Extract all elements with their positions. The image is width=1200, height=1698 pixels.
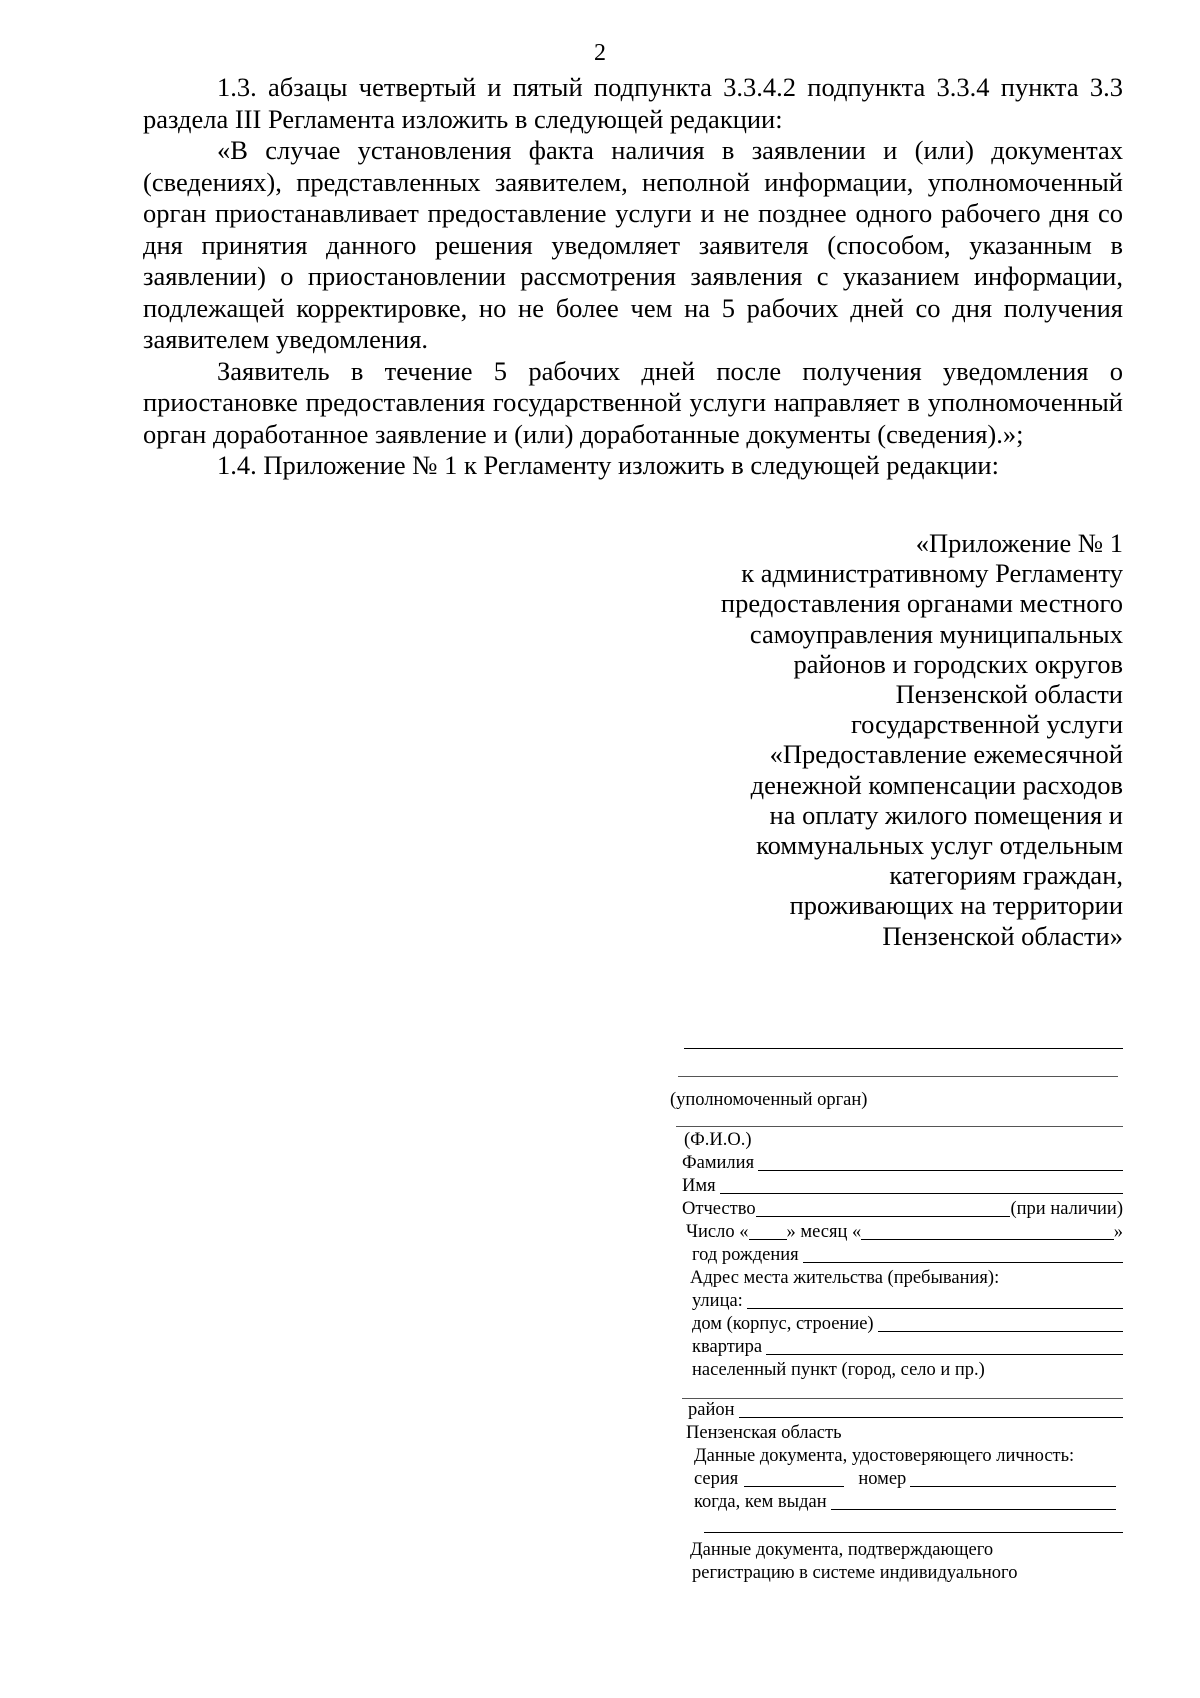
locality-label: населенный пункт (город, село и пр.): [692, 1360, 985, 1380]
house-label: дом (корпус, строение): [692, 1314, 874, 1334]
annex-line: «Приложение № 1: [915, 528, 1123, 558]
apartment-field[interactable]: [766, 1354, 1123, 1355]
reg-doc-line-2: регистрацию в системе индивидуального: [692, 1563, 1018, 1583]
annex-line: на оплату жилого помещения и: [769, 799, 1123, 830]
birth-year-label: год рождения: [692, 1245, 799, 1265]
annex-line: коммунальных услуг отдельным: [756, 830, 1123, 861]
annex-line: самоуправления муниципальных: [749, 618, 1123, 649]
street-label: улица:: [692, 1291, 743, 1311]
annex-line: денежной компенсации расходов: [750, 769, 1123, 800]
patronymic-label: Отчество: [682, 1199, 756, 1219]
series-field[interactable]: [744, 1486, 844, 1487]
day-label: Число «: [686, 1222, 749, 1242]
patronymic-field[interactable]: [756, 1216, 1011, 1217]
number-label: номер: [858, 1469, 907, 1489]
paragraph-quote: «В случае установления факта наличия в заявлении и (или) документах (сведениях), представленных заявителем, неполной информации, уполномоченный орган приостанавливает предоставление услуги и не позднее одного рабочего дня со дня принятия данного решения уведомляет заявителя (способом, указанным в заявлении) о приостановлении рассмотрения заявления с указанием информации, подлежащей корректировке, но не более чем на 5 рабочих дней со дня получения заявителем уведомления.: [143, 135, 1123, 354]
name-label: Имя: [682, 1176, 716, 1196]
annex-line: Пензенской области: [895, 679, 1123, 710]
fio-caption: (Ф.И.О.): [684, 1130, 752, 1150]
series-label: серия: [694, 1469, 739, 1489]
issued-field[interactable]: [831, 1509, 1116, 1510]
page-number: 2: [594, 40, 606, 66]
annex-line: категориям граждан,: [889, 860, 1123, 891]
birth-year-field[interactable]: [803, 1262, 1123, 1263]
authority-line-2: [678, 1076, 1118, 1077]
annex-line: государственной услуги: [850, 709, 1123, 740]
apartment-label: квартира: [692, 1337, 763, 1357]
surname-field[interactable]: [758, 1170, 1123, 1171]
fio-line: [676, 1126, 1123, 1127]
paragraph-1-4: 1.4. Приложение № 1 к Регламенту изложить в следующей редакции:: [217, 450, 999, 480]
application-form: [670, 1048, 1123, 1585]
id-doc-header: Данные документа, удостоверяющего личность:: [694, 1446, 1075, 1466]
number-field[interactable]: [910, 1486, 1116, 1487]
issued-label: когда, кем выдан: [694, 1492, 827, 1512]
annex-line: предоставления органами местного: [720, 588, 1123, 619]
month-close-quote: »: [1113, 1222, 1123, 1242]
annex-line: к административному Регламенту: [741, 558, 1123, 589]
annex-line: проживающих на территории: [789, 890, 1123, 921]
authority-caption: (уполномоченный орган): [670, 1090, 868, 1110]
address-header: Адрес места жительства (пребывания):: [690, 1268, 1000, 1288]
district-field[interactable]: [739, 1417, 1123, 1418]
name-field[interactable]: [720, 1193, 1123, 1194]
issued-line: [704, 1532, 1123, 1533]
day-field[interactable]: [749, 1239, 787, 1240]
month-field[interactable]: [861, 1239, 1114, 1240]
district-label: район: [688, 1400, 735, 1420]
authority-line: [684, 1048, 1123, 1049]
reg-doc-line-1: Данные документа, подтверждающего: [690, 1540, 994, 1560]
month-label: » месяц «: [786, 1222, 862, 1242]
if-any-label: (при наличии): [1010, 1199, 1123, 1219]
paragraph-applicant: Заявитель в течение 5 рабочих дней после получения уведомления о приостановке предоставления государственной услуги направляет в уполномоченный орган доработанное заявление и (или) доработанные документы (сведения).»;: [143, 355, 1123, 449]
annex-line: «Предоставление ежемесячной: [769, 739, 1123, 770]
region-label: Пензенская область: [686, 1423, 842, 1443]
body-text: [143, 72, 1123, 482]
house-field[interactable]: [878, 1331, 1123, 1332]
annex-line: Пензенской области»: [882, 920, 1123, 951]
annex-header: [653, 528, 1123, 951]
paragraph-1-3: 1.3. абзацы четвертый и пятый подпункта 3.3.4.2 подпункта 3.3.4 пункта 3.3 раздела III Регламента изложить в следующей редакции:: [143, 72, 1123, 134]
street-field[interactable]: [747, 1308, 1123, 1309]
annex-line: районов и городских округов: [793, 648, 1123, 679]
surname-label: Фамилия: [682, 1153, 755, 1173]
